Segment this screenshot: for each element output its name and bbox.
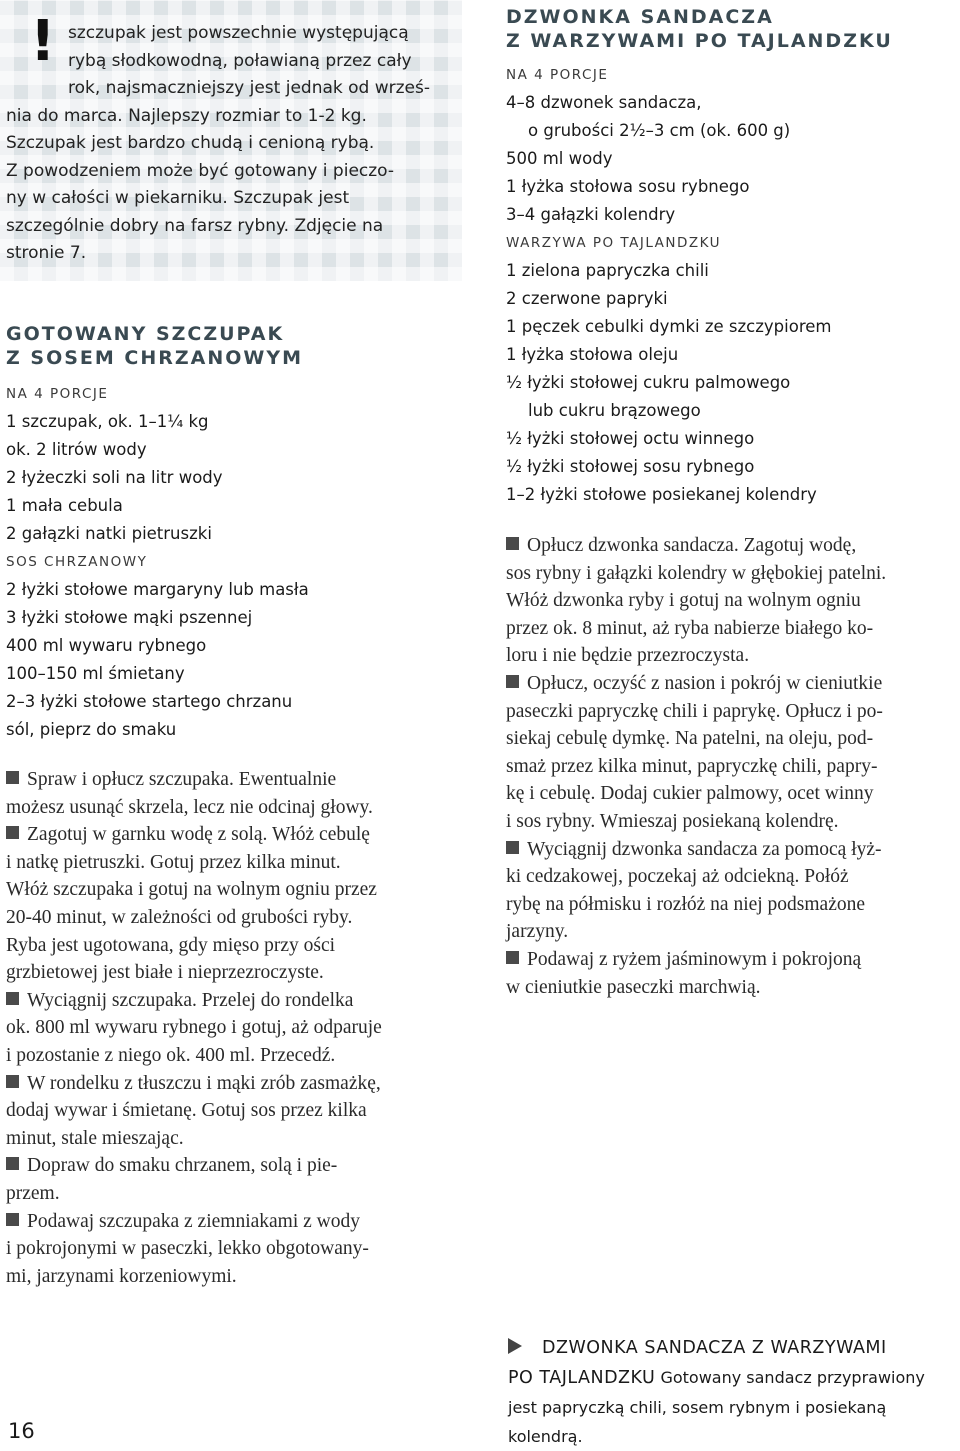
- ingredient: 3–4 gałązki kolendry: [506, 205, 676, 224]
- step-first-line: [506, 946, 958, 974]
- step-text: rybę na półmisku i rozłóż na niej podsmażone: [506, 893, 866, 915]
- step-text: i pokrojonymi w paseczki, lekko obgotowany-: [6, 1238, 369, 1260]
- sauce-heading: SOS CHRZANOWY: [6, 554, 148, 570]
- recipe1-steps: [6, 766, 464, 1290]
- step-line: [506, 642, 958, 670]
- step-text: ok. 800 ml wywaru rybnego i gotuj, aż odparuje: [6, 1017, 382, 1039]
- ingredient: 2–3 łyżki stołowe startego chrzanu: [6, 692, 293, 711]
- tip-line: nia do marca. Najlepszy rozmiar to 1-2 kg.: [6, 105, 367, 126]
- step-line: [506, 587, 958, 615]
- photo-caption: [508, 1333, 958, 1451]
- step-first-line: [6, 821, 464, 849]
- ingredient: 1 pęczek cebulki dymki ze szczypiorem: [506, 317, 832, 336]
- recipe2-header: [506, 5, 956, 53]
- step-line: [506, 974, 958, 1002]
- recipe1-ingredients: [6, 380, 456, 744]
- step-text: Opłucz dzwonka sandacza. Zagotuj wodę,: [527, 535, 857, 556]
- step-first-line: [6, 1208, 464, 1236]
- step-text: i natkę pietruszki. Gotuj przez kilka minut.: [6, 851, 341, 873]
- recipe1-header: [6, 322, 456, 370]
- step-text: 20-40 minut, w zależności od grubości ryby.: [6, 906, 353, 928]
- step-text: możesz usunąć skrzela, lecz nie odcinaj głowy.: [6, 796, 373, 818]
- caption-title-line1: DZWONKA SANDACZA Z WARZYWAMI: [542, 1338, 887, 1358]
- recipe1-title-line2: Z SOSEM CHRZANOWYM: [6, 347, 304, 369]
- step-text: siekaj cebulę dymkę. Na patelni, na oleju, pod-: [506, 728, 874, 750]
- step-text: Włóż szczupaka i gotuj na wolnym ogniu przez: [6, 879, 377, 901]
- step-first-line: [506, 670, 958, 698]
- square-bullet-icon: [6, 1213, 19, 1226]
- exclamation-icon: !: [30, 9, 56, 74]
- step-text: W rondelku z tłuszczu i mąki zrób zasmażkę,: [27, 1072, 381, 1094]
- tip-line: rok, najsmaczniejszy jest jednak od wrześ-: [68, 78, 430, 98]
- step-line: [6, 1235, 464, 1263]
- step-text: Włóż dzwonka ryby i gotuj na wolnym ogniu: [506, 590, 861, 612]
- vegetables-heading: WARZYWA PO TAJLANDZKU: [506, 235, 722, 251]
- step-line: [506, 808, 958, 836]
- step-line: [6, 1014, 464, 1042]
- step-line: [506, 615, 958, 643]
- ingredient: 3 łyżki stołowe mąki pszennej: [6, 608, 253, 627]
- step-first-line: [6, 987, 464, 1015]
- recipe1-title-line1: GOTOWANY SZCZUPAK: [6, 323, 285, 345]
- step-line: [6, 876, 464, 904]
- ingredient: ½ łyżki stołowej sosu rybnego: [506, 457, 755, 476]
- step-line: [506, 753, 958, 781]
- step-text: kę i cebulę. Dodaj cukier palmowy, ocet winny: [506, 783, 874, 805]
- step-text: sos rybny i gałązki kolendry w głębokiej patelni.: [506, 562, 887, 584]
- step-first-line: [6, 1152, 464, 1180]
- ingredient: 1 łyżka stołowa sosu rybnego: [506, 177, 750, 196]
- step-text: Wyciągnij szczupaka. Przelej do rondelka: [27, 989, 354, 1011]
- step-line: [6, 959, 464, 987]
- tip-line: rybą słodkowodną, poławianą przez cały: [68, 50, 412, 71]
- step-text: ki cedzakowej, poczekaj aż odciekną. Połóż: [506, 866, 849, 888]
- square-bullet-icon: [6, 771, 19, 784]
- tip-text: [6, 20, 446, 268]
- tip-line: stronie 7.: [6, 243, 87, 263]
- square-bullet-icon: [6, 826, 19, 839]
- ingredient: 1 mała cebula: [6, 496, 123, 515]
- step-line: [506, 780, 958, 808]
- step-line: [6, 1263, 464, 1291]
- step-first-line: [506, 836, 958, 864]
- step-text: przem.: [6, 1182, 60, 1204]
- step-text: Podawaj z ryżem jaśminowym i pokrojoną: [527, 948, 862, 970]
- step-line: [506, 863, 958, 891]
- step-text: loru i nie będzie przezroczysta.: [506, 645, 750, 667]
- ingredient: 500 ml wody: [506, 149, 613, 168]
- step-text: Podawaj szczupaka z ziemniakami z wody: [27, 1210, 360, 1232]
- step-text: mi, jarzynami korzeniowymi.: [6, 1265, 237, 1287]
- tip-line: szczupak jest powszechnie występującą: [68, 23, 409, 43]
- step-text: smaż przez kilka minut, papryczkę chili, papry-: [506, 755, 878, 777]
- square-bullet-icon: [6, 1075, 19, 1088]
- step-line: [6, 1125, 464, 1153]
- page-number: 16: [8, 1419, 35, 1443]
- tip-line: szczególnie dobry na farsz rybny. Zdjęcie na: [6, 215, 384, 236]
- step-text: w cieniutkie paseczki marchwią.: [506, 976, 761, 998]
- step-line: [506, 891, 958, 919]
- step-line: [6, 1042, 464, 1070]
- step-text: jarzyny.: [506, 921, 569, 943]
- ingredient: 400 ml wywaru rybnego: [6, 636, 207, 655]
- ingredient: 1 łyżka stołowa oleju: [506, 345, 679, 364]
- step-line: [6, 1180, 464, 1208]
- square-bullet-icon: [6, 992, 19, 1005]
- recipe2-title-line1: DZWONKA SANDACZA: [506, 6, 774, 28]
- step-text: Wyciągnij dzwonka sandacza za pomocą łyż-: [527, 838, 882, 860]
- caption-text-line1: Gotowany sandacz przyprawiony: [660, 1368, 925, 1387]
- recipe2-title-line2: Z WARZYWAMI PO TAJLANDZKU: [506, 30, 893, 52]
- ingredient: 2 łyżki stołowe margaryny lub masła: [6, 580, 309, 599]
- step-text: Spraw i opłucz szczupaka. Ewentualnie: [27, 769, 337, 790]
- ingredient: ok. 2 litrów wody: [6, 440, 147, 459]
- step-line: [6, 849, 464, 877]
- square-bullet-icon: [506, 951, 519, 964]
- step-line: [506, 560, 958, 588]
- recipe2-ingredients: [506, 61, 956, 509]
- step-line: [6, 932, 464, 960]
- step-text: dodaj wywar i śmietanę. Gotuj sos przez kilka: [6, 1100, 367, 1122]
- step-line: [506, 918, 958, 946]
- ingredient: 4–8 dzwonek sandacza,: [506, 93, 702, 112]
- caption-title-line2: PO TAJLANDZKU: [508, 1368, 656, 1388]
- recipe1-portions: NA 4 PORCJE: [6, 386, 109, 402]
- square-bullet-icon: [506, 841, 519, 854]
- square-bullet-icon: [6, 1157, 19, 1170]
- step-line: [6, 1097, 464, 1125]
- step-text: Opłucz, oczyść z nasion i pokrój w cieniutkie: [527, 672, 883, 694]
- step-text: paseczki papryczkę chili i paprykę. Opłucz i po-: [506, 700, 883, 722]
- step-line: [506, 698, 958, 726]
- ingredient: 1 szczupak, ok. 1–1¼ kg: [6, 412, 209, 431]
- step-text: i sos rybny. Wmieszaj posiekaną kolendrę.: [506, 810, 839, 832]
- step-text: Ryba jest ugotowana, gdy mięso przy ości: [6, 934, 336, 956]
- step-line: [6, 904, 464, 932]
- ingredient: lub cukru brązowego: [528, 401, 701, 420]
- step-text: przez ok. 8 minut, aż ryba nabierze białego ko-: [506, 617, 874, 639]
- ingredient: 1–2 łyżki stołowe posiekanej kolendry: [506, 485, 817, 504]
- step-text: grzbietowej jest białe i nieprzezroczyste.: [6, 962, 324, 984]
- step-line: [6, 794, 464, 822]
- step-text: Zagotuj w garnku wodę z solą. Włóż cebulę: [27, 824, 370, 846]
- step-first-line: [6, 1070, 464, 1098]
- triangle-right-icon: [508, 1338, 522, 1354]
- step-first-line: [6, 766, 464, 794]
- recipe2-portions: NA 4 PORCJE: [506, 67, 609, 83]
- tip-line: Z powodzeniem może być gotowany i pieczo-: [6, 160, 395, 181]
- ingredient: 1 zielona papryczka chili: [506, 261, 709, 280]
- tip-line: Szczupak jest bardzo chudą i cenioną rybą.: [6, 133, 375, 153]
- ingredient: 2 czerwone papryki: [506, 289, 668, 308]
- step-text: i pozostanie z niego ok. 400 ml. Przecedź.: [6, 1044, 336, 1066]
- tip-line: ny w całości w piekarniku. Szczupak jest: [6, 188, 350, 208]
- caption-text-line2: jest papryczką chili, sosem rybnym i posiekaną kolendrą.: [508, 1398, 887, 1446]
- recipe2-steps: [506, 532, 958, 1001]
- ingredient: ½ łyżki stołowej octu winnego: [506, 429, 755, 448]
- square-bullet-icon: [506, 675, 519, 688]
- step-text: minut, stale mieszając.: [6, 1127, 184, 1149]
- step-text: Dopraw do smaku chrzanem, solą i pie-: [27, 1155, 338, 1177]
- ingredient: o grubości 2½–3 cm (ok. 600 g): [528, 121, 791, 140]
- ingredient: ½ łyżki stołowej cukru palmowego: [506, 373, 791, 392]
- square-bullet-icon: [506, 537, 519, 550]
- ingredient: 100–150 ml śmietany: [6, 664, 185, 683]
- ingredient: sól, pieprz do smaku: [6, 720, 177, 739]
- step-first-line: [506, 532, 958, 560]
- step-line: [506, 725, 958, 753]
- ingredient: 2 gałązki natki pietruszki: [6, 524, 212, 543]
- ingredient: 2 łyżeczki soli na litr wody: [6, 468, 223, 487]
